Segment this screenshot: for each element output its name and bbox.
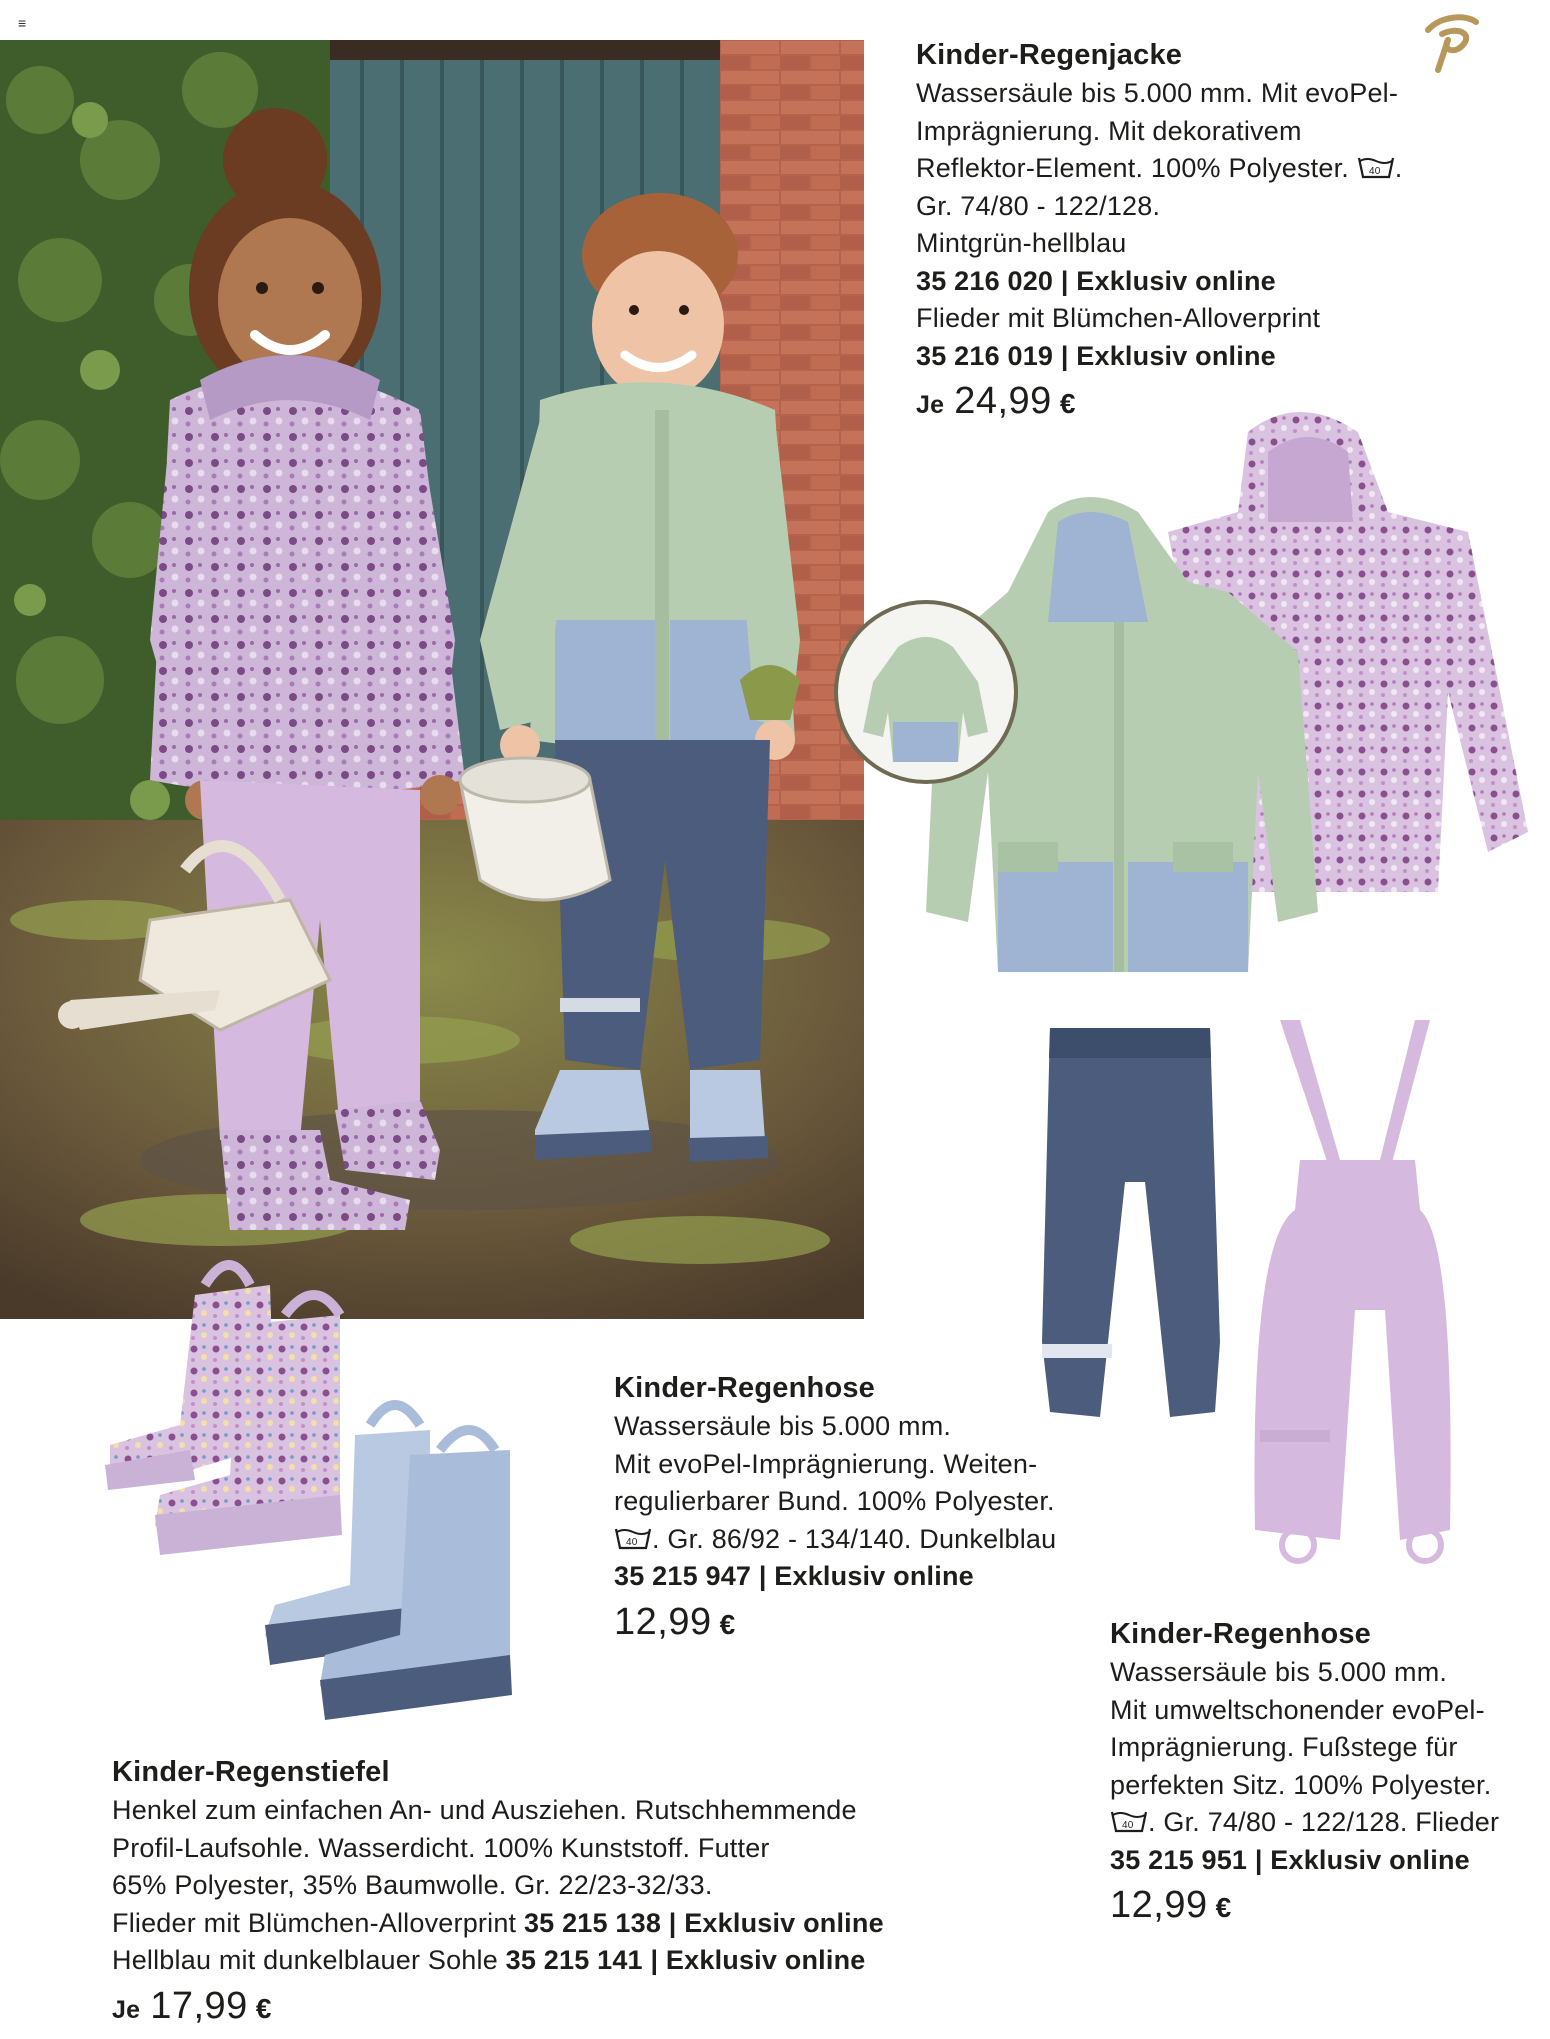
navy-pants-line-4: . Gr. 86/92 - 134/140. Dunkelblau [652, 1523, 1057, 1554]
boots-variant1-desc: Flieder mit Blümchen-Alloverprint [112, 1907, 517, 1938]
jacket-variant2-desc: Flieder mit Blümchen-Alloverprint [916, 303, 1321, 333]
jacket-line-2: Imprägnierung. Mit dekorativem [916, 115, 1302, 146]
jacket-line-1: Wassersäule bis 5.000 mm. Mit evoPel- [916, 78, 1399, 108]
boots-variant2-code: 35 215 141 | Exklusiv online [505, 1945, 866, 1975]
jacket-currency: € [1059, 388, 1076, 419]
wash-40-icon [1110, 1807, 1148, 1833]
jacket-line-3-row: Reflektor-Element. 100% Polyester. 40 . [916, 153, 1403, 183]
navy-pants-line-2: Mit evoPel-Imprägnierung. Weiten- [614, 1448, 1038, 1479]
boots-price-prefix: Je [112, 1995, 141, 2024]
boots-line-2: Profil-Laufsohle. Wasserdicht. 100% Kunststoff. Futter [112, 1832, 770, 1863]
navy-pants-line-1: Wassersäule bis 5.000 mm. [614, 1411, 952, 1441]
navy-pants-price: 12,99 [614, 1600, 712, 1643]
lilac-pants-price: 12,99 [1110, 1884, 1208, 1926]
lilac-pants-currency: € [1215, 1892, 1232, 1923]
jacket-line-5: Mintgrün-hellblau [916, 228, 1127, 258]
lilac-bib-pants-product-image [1240, 1010, 1470, 1570]
navy-pants-title: Kinder-Regenhose [614, 1372, 876, 1404]
boots-line-1: Henkel zum einfachen An- und Ausziehen. Rutschhemmende [112, 1795, 857, 1825]
navy-pants-line-4-row [614, 1521, 1074, 1559]
navy-pants-currency: € [719, 1608, 736, 1640]
wash-40-label: 40 [626, 1536, 638, 1548]
wash-40-label: 40 [1368, 166, 1381, 177]
jacket-line-3: Reflektor-Element. 100% Polyester. [916, 153, 1349, 183]
navy-pants-price-row [614, 1600, 1074, 1644]
jacket-line-4: Gr. 74/80 - 122/128. [916, 190, 1161, 221]
boots-line-3: 65% Polyester, 35% Baumwolle. Gr. 22/23-32/33. [112, 1870, 713, 1900]
jacket-title: Kinder-Regenjacke [916, 39, 1183, 71]
boots-description [112, 1752, 932, 2029]
lilac-pants-description [1110, 1614, 1540, 1927]
navy-pants-code: 35 215 947 | Exklusiv online [614, 1561, 974, 1591]
wash-40-icon [1357, 153, 1395, 179]
lilac-pants-line-4: perfekten Sitz. 100% Polyester. [1110, 1769, 1492, 1800]
boots-currency: € [255, 1992, 272, 2024]
navy-pants-description [614, 1368, 1074, 1643]
lilac-pants-line-5-row [1110, 1804, 1540, 1842]
navy-pants-product-image [1030, 1022, 1230, 1422]
lilac-pants-price-row [1110, 1884, 1540, 1927]
menu-glyph: ≡ [18, 15, 27, 31]
boots-variant2-desc: Hellblau mit dunkelblauer Sohle [112, 1945, 498, 1975]
jacket-description [916, 35, 1476, 425]
lilac-pants-code: 35 215 951 | Exklusiv online [1110, 1844, 1470, 1875]
lilac-pants-line-1: Wassersäule bis 5.000 mm. [1110, 1657, 1448, 1687]
boots-variant1-code: 35 215 138 | Exklusiv online [523, 1907, 884, 1938]
lilac-pants-line-3: Imprägnierung. Fußstege für [1110, 1732, 1458, 1762]
boots-title: Kinder-Regenstiefel [112, 1756, 390, 1788]
boots-price-row [112, 1984, 932, 2030]
jacket-price-prefix: Je [916, 391, 945, 419]
boots-variant2-row [112, 1942, 932, 1980]
lilac-pants-title: Kinder-Regenhose [1110, 1618, 1372, 1650]
boots-price: 17,99 [150, 1984, 248, 2027]
jackets-product-image [828, 392, 1528, 992]
jacket-price: 24,99 [954, 380, 1052, 422]
jacket-price-row [916, 380, 1476, 425]
navy-pants-line-3: regulierbarer Bund. 100% Polyester. [614, 1486, 1055, 1516]
wash-40-icon [614, 1524, 652, 1550]
hero-photo [0, 40, 864, 1319]
jacket-variant2-code: 35 216 019 | Exklusiv online [916, 340, 1276, 371]
lilac-pants-line-5: . Gr. 74/80 - 122/128. Flieder [1148, 1807, 1500, 1837]
jacket-variant1-code: 35 216 020 | Exklusiv online [916, 265, 1276, 296]
boots-variant1-row [112, 1905, 932, 1943]
wash-40-label: 40 [1122, 1820, 1134, 1831]
lilac-pants-line-2: Mit umweltschonender evoPel- [1110, 1694, 1485, 1725]
boots-product-image [100, 1255, 530, 1725]
